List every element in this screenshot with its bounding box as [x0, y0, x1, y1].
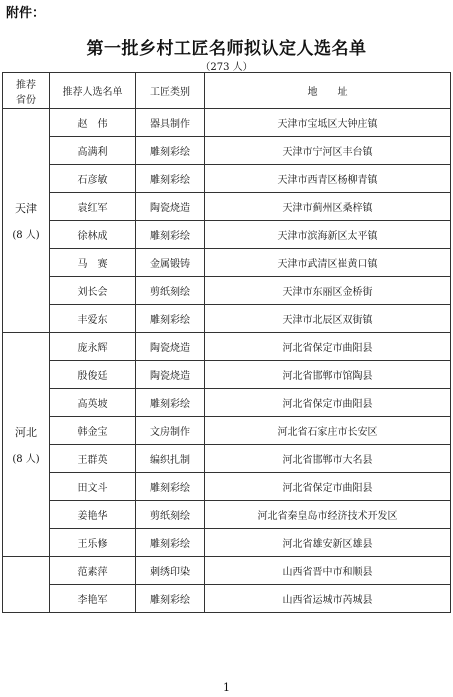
header-province-line1: 推荐 — [16, 79, 36, 91]
craft-category: 金属锻铸 — [136, 249, 205, 277]
candidate-name: 高满利 — [50, 137, 136, 165]
craft-category: 雕刻彩绘 — [136, 473, 205, 501]
candidate-address: 天津市武清区崔黄口镇 — [205, 249, 451, 277]
candidate-address: 天津市宁河区丰台镇 — [205, 137, 451, 165]
craft-category: 雕刻彩绘 — [136, 529, 205, 557]
header-name: 推荐人选名单 — [50, 73, 136, 109]
table-row — [3, 165, 451, 193]
craft-category: 剪纸刻绘 — [136, 277, 205, 305]
table-row — [3, 305, 451, 333]
candidate-address: 河北省保定市曲阳县 — [205, 389, 451, 417]
candidate-address: 河北省石家庄市长安区 — [205, 417, 451, 445]
table-header-row — [3, 73, 451, 109]
candidate-name: 徐林成 — [50, 221, 136, 249]
province-cell — [3, 333, 50, 557]
craft-category: 雕刻彩绘 — [136, 305, 205, 333]
table-row — [3, 417, 451, 445]
candidate-address: 山西省晋中市和顺县 — [205, 557, 451, 585]
candidate-table — [2, 72, 451, 613]
craft-category: 器具制作 — [136, 109, 205, 137]
candidate-name: 姜艳华 — [50, 501, 136, 529]
province-cell — [3, 557, 50, 613]
header-province — [3, 73, 50, 109]
table-row — [3, 445, 451, 473]
table-row — [3, 137, 451, 165]
candidate-name: 马 赛 — [50, 249, 136, 277]
candidate-address: 河北省雄安新区雄县 — [205, 529, 451, 557]
craft-category: 陶瓷烧造 — [136, 333, 205, 361]
candidate-address: 天津市蓟州区桑梓镇 — [205, 193, 451, 221]
province-count: (8 人) — [12, 230, 40, 241]
candidate-address: 山西省运城市芮城县 — [205, 585, 451, 613]
header-address: 地 址 — [205, 73, 451, 109]
candidate-name: 赵 伟 — [50, 109, 136, 137]
craft-category: 雕刻彩绘 — [136, 585, 205, 613]
table-row — [3, 277, 451, 305]
candidate-address: 天津市宝坻区大钟庄镇 — [205, 109, 451, 137]
craft-category: 编织扎制 — [136, 445, 205, 473]
candidate-address: 天津市东丽区金桥街 — [205, 277, 451, 305]
candidate-address: 河北省保定市曲阳县 — [205, 333, 451, 361]
craft-category: 文房制作 — [136, 417, 205, 445]
table-row — [3, 501, 451, 529]
page-number: 1 — [223, 681, 230, 694]
candidate-name: 田文斗 — [50, 473, 136, 501]
header-province-line2: 省份 — [16, 94, 36, 106]
candidate-name: 袁红军 — [50, 193, 136, 221]
table-body — [3, 109, 451, 613]
candidate-address: 天津市滨海新区太平镇 — [205, 221, 451, 249]
craft-category: 雕刻彩绘 — [136, 165, 205, 193]
table-row — [3, 389, 451, 417]
candidate-name: 庞永辉 — [50, 333, 136, 361]
candidate-name: 丰爱东 — [50, 305, 136, 333]
craft-category: 剪纸刻绘 — [136, 501, 205, 529]
candidate-address: 河北省保定市曲阳县 — [205, 473, 451, 501]
province-name: 河北 — [15, 426, 37, 439]
document-subtitle: （273 人） — [200, 62, 253, 73]
province-name: 天津 — [15, 202, 37, 215]
attachment-label: 附件： — [6, 6, 46, 21]
craft-category: 陶瓷烧造 — [136, 193, 205, 221]
table-row — [3, 109, 451, 137]
candidate-name: 王乐修 — [50, 529, 136, 557]
candidate-name: 刘长会 — [50, 277, 136, 305]
craft-category: 雕刻彩绘 — [136, 137, 205, 165]
table-row — [3, 193, 451, 221]
candidate-name: 殷俊廷 — [50, 361, 136, 389]
craft-category: 陶瓷烧造 — [136, 361, 205, 389]
table-row — [3, 473, 451, 501]
candidate-name: 韩金宝 — [50, 417, 136, 445]
candidate-name: 王群英 — [50, 445, 136, 473]
candidate-address: 天津市西青区杨柳青镇 — [205, 165, 451, 193]
craft-category: 雕刻彩绘 — [136, 221, 205, 249]
candidate-name: 高英坡 — [50, 389, 136, 417]
table-row — [3, 333, 451, 361]
province-count: (8 人) — [12, 454, 40, 465]
table-row — [3, 529, 451, 557]
table-row — [3, 585, 451, 613]
candidate-address: 天津市北辰区双街镇 — [205, 305, 451, 333]
candidate-address: 河北省秦皇岛市经济技术开发区 — [205, 501, 451, 529]
table-row — [3, 221, 451, 249]
table-row — [3, 249, 451, 277]
table-row — [3, 361, 451, 389]
province-cell — [3, 109, 50, 333]
table-row — [3, 557, 451, 585]
candidate-address: 河北省邯郸市馆陶县 — [205, 361, 451, 389]
candidate-name: 石彦敏 — [50, 165, 136, 193]
craft-category: 刺绣印染 — [136, 557, 205, 585]
document-title: 第一批乡村工匠名师拟认定人选名单 — [86, 39, 367, 59]
craft-category: 雕刻彩绘 — [136, 389, 205, 417]
candidate-name: 范素萍 — [50, 557, 136, 585]
candidate-name: 李艳军 — [50, 585, 136, 613]
header-category: 工匠类别 — [136, 73, 205, 109]
candidate-address: 河北省邯郸市大名县 — [205, 445, 451, 473]
